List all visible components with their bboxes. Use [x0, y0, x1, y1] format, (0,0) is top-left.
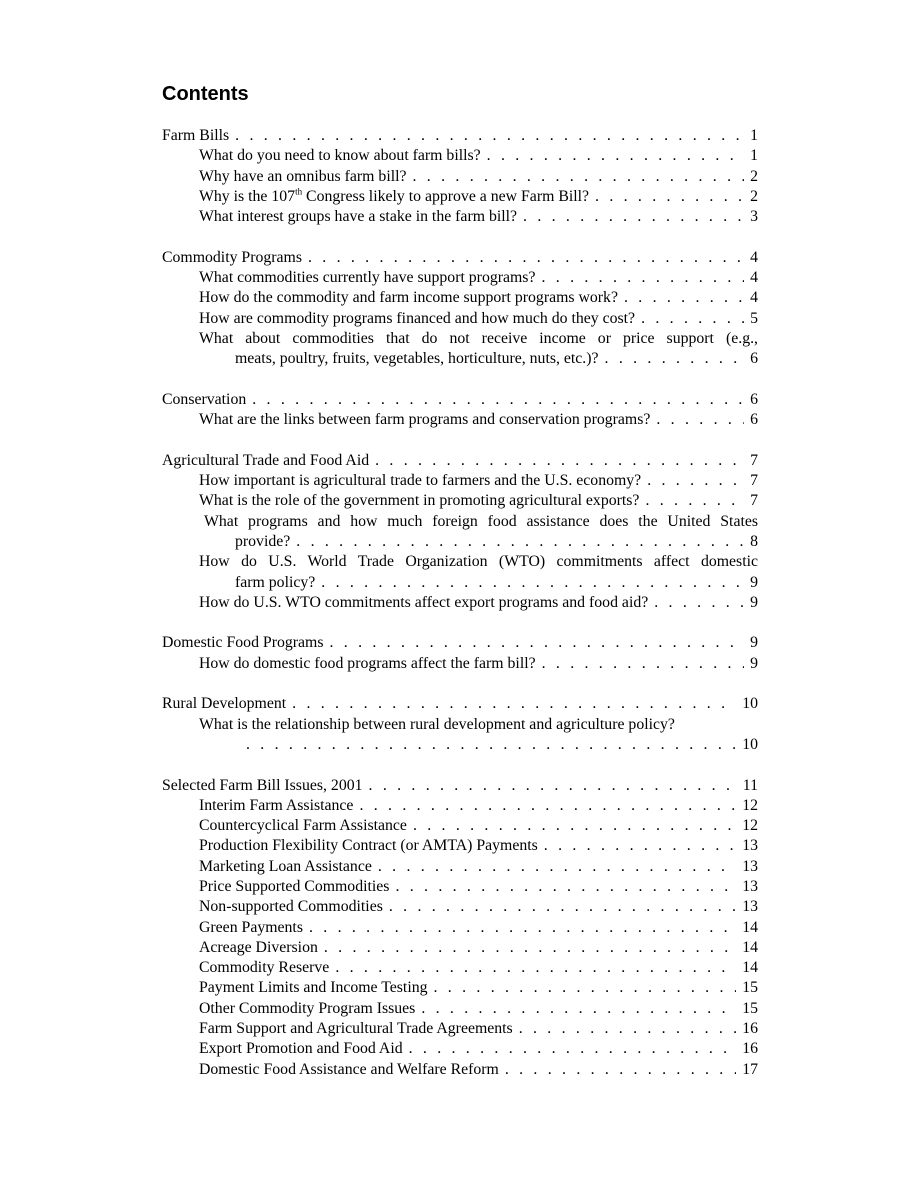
- toc-entry[interactable]: [162, 288, 758, 308]
- toc-entry[interactable]: [162, 694, 758, 714]
- toc-item-title: Export Promotion and Food Aid: [199, 1040, 403, 1058]
- toc-entry[interactable]: [162, 654, 758, 674]
- page-number: 6: [750, 350, 758, 368]
- page-number: 4: [750, 289, 758, 307]
- page-number: 7: [750, 492, 758, 510]
- toc-section-heading: Domestic Food Programs: [162, 634, 324, 652]
- toc-section-conservation: [162, 390, 758, 431]
- ordinal-superscript: th: [295, 186, 303, 197]
- toc-entry[interactable]: [162, 126, 758, 146]
- toc-item-title: Why have an omnibus farm bill?: [199, 167, 407, 185]
- toc-item-title: How do domestic food programs affect the farm bill?: [199, 654, 536, 672]
- page-number: 5: [750, 309, 758, 327]
- dot-leader: [375, 451, 744, 471]
- table-of-contents: [162, 126, 758, 1100]
- page-number: 13: [742, 898, 758, 916]
- page-number: 9: [750, 634, 758, 652]
- dot-leader: [645, 491, 744, 511]
- toc-item-title-continued: farm policy?: [235, 573, 316, 591]
- toc-section-heading: Selected Farm Bill Issues, 2001: [162, 776, 363, 794]
- toc-section-heading: Commodity Programs: [162, 248, 302, 266]
- dot-leader: [308, 248, 744, 268]
- toc-entry[interactable]: [162, 816, 758, 836]
- dot-leader: [335, 958, 736, 978]
- toc-item-title-continued: provide?: [235, 532, 291, 550]
- toc-item-title: Non-supported Commodities: [199, 898, 383, 916]
- toc-section-rural-development: [162, 694, 758, 755]
- toc-item-title: Acreage Diversion: [199, 938, 318, 956]
- page-number: 10: [742, 735, 758, 753]
- page-number: 6: [750, 411, 758, 429]
- toc-item-title: How important is agricultural trade to farmers and the U.S. economy?: [199, 472, 642, 490]
- toc-item-title: What interest groups have a stake in the farm bill?: [199, 208, 518, 226]
- toc-item-title: Other Commodity Program Issues: [199, 999, 416, 1017]
- page-number: 1: [750, 127, 758, 144]
- page-number: 4: [750, 269, 758, 287]
- page-number: 1: [750, 147, 758, 165]
- toc-entry[interactable]: [162, 593, 758, 613]
- toc-entry[interactable]: [162, 471, 758, 491]
- dot-leader: [421, 999, 736, 1019]
- toc-entry[interactable]: [162, 958, 758, 978]
- dot-leader: [324, 938, 736, 958]
- page-number: 17: [742, 1060, 758, 1078]
- dot-leader: [296, 532, 744, 552]
- page-number: 15: [742, 979, 758, 997]
- toc-entry[interactable]: [162, 309, 758, 329]
- toc-entry[interactable]: [162, 633, 758, 653]
- page-number: 4: [750, 248, 758, 266]
- dot-leader: [505, 1060, 736, 1080]
- toc-item-title: Production Flexibility Contract (or AMTA) Payments: [199, 837, 538, 855]
- page-number: 2: [750, 187, 758, 205]
- dot-leader: [309, 918, 736, 938]
- page-number: 14: [742, 959, 758, 977]
- dot-leader: [235, 126, 744, 146]
- toc-item-title: What about commodities that do not receive income or price support (e.g.,: [199, 329, 758, 347]
- page-number: 13: [742, 837, 758, 855]
- toc-entry[interactable]: [162, 329, 758, 370]
- toc-item-title: Green Payments: [199, 918, 303, 936]
- toc-item-title: What commodities currently have support programs?: [199, 269, 536, 287]
- page-number: 6: [750, 390, 758, 408]
- toc-section-selected-issues: [162, 776, 758, 1080]
- page-number: 8: [750, 532, 758, 550]
- toc-entry[interactable]: [162, 857, 758, 877]
- toc-entry[interactable]: [162, 248, 758, 268]
- toc-entry[interactable]: [162, 146, 758, 166]
- toc-item-title: How do U.S. World Trade Organization (WTO) commitments affect domestic: [199, 553, 758, 571]
- dot-leader: [595, 187, 744, 207]
- toc-section-farm-bills: [162, 126, 758, 227]
- toc-entry[interactable]: [162, 390, 758, 410]
- dot-leader: [487, 146, 744, 166]
- toc-entry[interactable]: [162, 1060, 758, 1080]
- toc-entry[interactable]: [162, 552, 758, 593]
- page-title: Contents: [162, 83, 249, 105]
- toc-entry[interactable]: [162, 877, 758, 897]
- toc-entry[interactable]: [162, 897, 758, 917]
- toc-item-title-continued: meats, poultry, fruits, vegetables, horticulture, nuts, etc.)?: [235, 350, 599, 368]
- dot-leader: [389, 897, 736, 917]
- toc-entry[interactable]: [162, 796, 758, 816]
- dot-leader: [292, 694, 736, 714]
- dot-leader: [647, 471, 744, 491]
- toc-item-title: Interim Farm Assistance: [199, 796, 354, 814]
- toc-entry[interactable]: [162, 167, 758, 187]
- toc-item-title: What is the role of the government in promoting agricultural exports?: [199, 492, 640, 510]
- toc-item-title: What do you need to know about farm bills?: [199, 147, 481, 165]
- toc-section-domestic-food-programs: [162, 633, 758, 674]
- toc-item-title: Price Supported Commodities: [199, 877, 390, 895]
- page-number: 16: [742, 1020, 758, 1038]
- dot-leader: [409, 1039, 737, 1059]
- toc-entry[interactable]: [162, 918, 758, 938]
- dot-leader: [359, 796, 736, 816]
- toc-item-title: Farm Support and Agricultural Trade Agreements: [199, 1020, 513, 1038]
- toc-entry[interactable]: [162, 268, 758, 288]
- page-number: 9: [750, 593, 758, 611]
- toc-entry[interactable]: [162, 1019, 758, 1039]
- toc-item-title: What programs and how much foreign food assistance does the United States: [204, 512, 758, 530]
- page-number: 7: [750, 451, 758, 469]
- toc-entry[interactable]: [162, 715, 758, 756]
- toc-item-title: Countercyclical Farm Assistance: [199, 817, 407, 835]
- page-number: 10: [742, 695, 758, 713]
- toc-item-title: Payment Limits and Income Testing: [199, 979, 428, 997]
- page-number: 11: [742, 776, 758, 794]
- page-number: 2: [750, 167, 758, 185]
- toc-section-heading: Conservation: [162, 390, 247, 408]
- toc-item-title: How are commodity programs financed and how much do they cost?: [199, 309, 636, 327]
- dot-leader: [541, 268, 744, 288]
- toc-item-title: Commodity Reserve: [199, 959, 330, 977]
- toc-entry[interactable]: [162, 410, 758, 430]
- page-number: 16: [742, 1040, 758, 1058]
- toc-item-title: What are the links between farm programs and conservation programs?: [199, 411, 651, 429]
- page-number: 13: [742, 877, 758, 895]
- dot-leader: [656, 410, 744, 430]
- page-number: 13: [742, 857, 758, 875]
- toc-entry[interactable]: [162, 999, 758, 1019]
- toc-item-title: Why is the 107th Congress likely to approve a new Farm Bill?: [199, 186, 590, 205]
- dot-leader: [369, 776, 737, 796]
- toc-section-agricultural-trade: [162, 451, 758, 613]
- page-number: 7: [750, 472, 758, 490]
- toc-section-heading: Rural Development: [162, 695, 287, 713]
- page-number: 14: [742, 938, 758, 956]
- dot-leader: [605, 349, 745, 369]
- dot-leader: [252, 390, 744, 410]
- toc-section-heading: Agricultural Trade and Food Aid: [162, 451, 370, 469]
- dot-leader: [413, 167, 745, 187]
- toc-item-title: How do U.S. WTO commitments affect export programs and food aid?: [199, 593, 649, 611]
- dot-leader: [246, 735, 736, 755]
- toc-section-commodity-programs: [162, 248, 758, 370]
- dot-leader: [641, 309, 744, 329]
- toc-entry[interactable]: [162, 207, 758, 227]
- dot-leader: [542, 654, 744, 674]
- dot-leader: [654, 593, 744, 613]
- toc-entry[interactable]: [162, 491, 758, 511]
- page-number: 15: [742, 999, 758, 1017]
- dot-leader: [329, 633, 744, 653]
- toc-entry[interactable]: [162, 776, 758, 796]
- page-number: 9: [750, 654, 758, 672]
- dot-leader: [624, 288, 744, 308]
- dot-leader: [519, 1019, 737, 1039]
- toc-section-heading: Farm Bills: [162, 127, 230, 144]
- toc-entry[interactable]: [162, 1039, 758, 1059]
- toc-entry[interactable]: [162, 836, 758, 856]
- page-number: 14: [742, 918, 758, 936]
- toc-entry[interactable]: [162, 512, 758, 553]
- toc-item-title: Marketing Loan Assistance: [199, 857, 372, 875]
- toc-entry[interactable]: [162, 451, 758, 471]
- page-number: 12: [742, 796, 758, 814]
- toc-entry[interactable]: [162, 938, 758, 958]
- toc-item-title: Domestic Food Assistance and Welfare Reform: [199, 1060, 499, 1078]
- page-number: 12: [742, 817, 758, 835]
- toc-entry[interactable]: [162, 978, 758, 998]
- page-number: 3: [750, 208, 758, 226]
- toc-entry[interactable]: [162, 187, 758, 207]
- dot-leader: [378, 857, 736, 877]
- page-number: 9: [750, 573, 758, 591]
- toc-item-title: What is the relationship between rural development and agriculture policy?: [199, 715, 675, 733]
- dot-leader: [413, 816, 736, 836]
- toc-item-title: How do the commodity and farm income support programs work?: [199, 289, 618, 307]
- dot-leader: [321, 573, 744, 593]
- dot-leader: [523, 207, 744, 227]
- dot-leader: [434, 978, 737, 998]
- dot-leader: [544, 836, 736, 856]
- dot-leader: [395, 877, 736, 897]
